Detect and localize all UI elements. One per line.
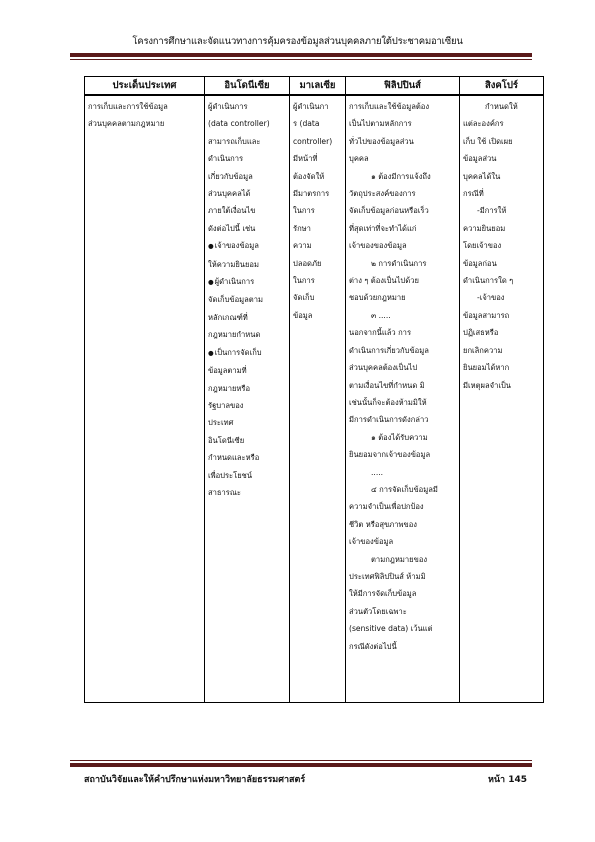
cell-line: ส่วนตัวโดยเฉพาะ (349, 606, 407, 616)
cell-line: ข้อมูลส่วน (463, 154, 497, 164)
cell-line: เจ้าของของข้อมูล (349, 241, 407, 251)
cell-line: โดยเจ้าของ (463, 241, 502, 251)
cell-line: เก็บ ใช้ เปิดเผย (463, 136, 513, 146)
cell-line: การเก็บและการใช้ข้อมูล (88, 102, 168, 111)
cell-line: ๑ ต้องได้รับความ (371, 432, 428, 442)
cell-line: ภายใต้เงื่อนไข (208, 206, 256, 216)
cell-line: ตามกฎหมายของ (371, 554, 428, 564)
header-rule-thick (70, 53, 532, 57)
cell-line: ปลอดภัย (293, 258, 322, 268)
cell-line: กรณีที่ (463, 189, 484, 199)
column-header-singapore: สิงคโปร์ (460, 77, 544, 96)
page-number: หน้า 145 (487, 775, 527, 785)
cell-line: ยกเลิกความ (463, 345, 503, 355)
cell-line: นอกจากนี้แล้ว การ (349, 328, 412, 338)
cell-line: สามารถเก็บและ (208, 136, 261, 146)
cell-line: ปฏิเสธหรือ (463, 328, 499, 338)
cell-line: ๓ ..... (371, 310, 391, 320)
cell-line: สาธารณะ (208, 487, 242, 497)
cell-line: (data controller) (208, 119, 270, 129)
cell-line: วัตถุประสงค์ของการ (349, 189, 416, 199)
cell-line: ส่วนบุคคลต้องเป็นไป (349, 363, 418, 373)
cell-line: รัฐบาลของ (208, 400, 244, 410)
page-header-title: โครงการศึกษาและจัดแนวทางการคุ้มครองข้อมูลส่วนบุคคลภายใต้ประชาคมอาเซียน (132, 36, 463, 47)
table-header-row (85, 77, 544, 96)
column-header-indonesia: อินโดนีเซีย (205, 77, 290, 96)
cell-line: ชอบด้วยกฎหมาย (349, 293, 406, 303)
cell-line: ความ (293, 241, 312, 251)
cell-line: ยินยอมได้หาก (463, 363, 510, 373)
cell-line: กำหนดและหรือ (208, 453, 260, 463)
cell-line: เช่นนั้นก็จะต้องห้ามมิให้ (349, 397, 427, 407)
cell-line: ให้ความยินยอม (208, 259, 259, 269)
cell-line: ทั่วไปของข้อมูลส่วน (349, 136, 414, 146)
cell-line: ต่าง ๆ ต้องเป็นไปด้วย (349, 276, 419, 286)
cell-line: ส่วนบุคคลได้ (208, 189, 251, 199)
cell-line: เกี่ยวกับข้อมูล (208, 171, 253, 181)
cell-line: รักษา (293, 223, 311, 233)
cell-line: บุคคล (349, 154, 369, 164)
cell-line: ที่สุดเท่าที่จะทำได้แก่ (349, 223, 417, 233)
cell-malaysia (290, 95, 346, 703)
cell-line: -เจ้าของ (477, 293, 505, 303)
cell-line: ดังต่อไปนี้ เช่น (208, 223, 256, 233)
cell-line: มีมาตรการ (293, 189, 330, 199)
footer-institution: สถาบันวิจัยและให้คำปรึกษาแห่งมหาวิทยาลัยธรรมศาสตร์ (84, 775, 306, 785)
cell-line: ข้อมูลตามที่ (208, 366, 247, 376)
cell-line: ร (data (293, 119, 320, 129)
cell-line: หลักเกณฑ์ที่ (208, 312, 248, 322)
cell-line: เป็นไปตามหลักการ (349, 119, 412, 129)
cell-line: จัดเก็บข้อมูลตาม (208, 295, 264, 305)
cell-line: บุคคลได้ใน (463, 171, 501, 181)
cell-line: ข้อมูลสามารถ (463, 310, 510, 320)
cell-line: ข้อมูล (293, 310, 313, 320)
cell-line: ดำเนินการ (208, 154, 244, 164)
cell-line: ชีวิต หรือสุขภาพของ (349, 519, 417, 529)
cell-line: ความจำเป็นเพื่อปกป้อง (349, 502, 424, 512)
table-row (85, 95, 544, 703)
cell-line: มีเหตุผลจำเป็น (463, 380, 511, 390)
cell-line: อินโดนีเซีย (208, 435, 245, 445)
cell-philippines (346, 95, 460, 703)
cell-line: ในการ (293, 276, 315, 286)
column-header-issue: ประเด็นประเทศ (85, 77, 205, 96)
footer-rule-thick (70, 763, 532, 767)
footer-rule-thin (70, 760, 532, 761)
cell-line: ดำเนินการเกี่ยวกับข้อมูล (349, 345, 429, 355)
cell-line: ๑ ต้องมีการแจ้งถึง (371, 171, 431, 181)
cell-line: ตามเงื่อนไขที่กำหนด มิ (349, 380, 425, 390)
cell-line: -มีการให้ (477, 206, 507, 216)
column-header-malaysia: มาเลเซีย (290, 77, 346, 96)
cell-line: ความยินยอม (463, 223, 506, 233)
cell-line: ประเทศฟิลิปปินส์ ห้ามมิ (349, 571, 426, 581)
cell-line: แต่ละองค์กร (463, 119, 504, 129)
cell-line: กำหนดให้ (485, 102, 518, 111)
cell-line: มีหน้าที่ (293, 154, 318, 164)
cell-indonesia (205, 95, 290, 703)
cell-line: จัดเก็บข้อมูลก่อนหรือเร็ว (349, 206, 429, 216)
cell-line: ส่วนบุคคลตามกฎหมาย (88, 119, 165, 129)
cell-line: ต้องจัดให้ (293, 171, 325, 181)
cell-line: การเก็บและใช้ข้อมูลต้อง (349, 102, 430, 111)
cell-singapore (460, 95, 544, 703)
cell-line: มีการดำเนินการดังกล่าว (349, 415, 429, 425)
cell-line: จัดเก็บ (293, 293, 315, 303)
cell-issue (85, 95, 205, 703)
cell-line: ให้มีการจัดเก็บข้อมูล (349, 589, 417, 599)
cell-line: ● เป็นการจัดเก็บ (208, 344, 286, 362)
cell-line: controller) (293, 136, 333, 146)
cell-line: กฎหมายกำหนด (208, 330, 261, 340)
cell-line: เพื่อประโยชน์ (208, 470, 253, 480)
cell-line: ๔ การจัดเก็บข้อมูลมี (371, 484, 438, 494)
cell-line: ประเทศ (208, 418, 234, 428)
cell-line: กรณีดังต่อไปนี้ (349, 641, 397, 651)
cell-line: ● เจ้าของข้อมูล (208, 237, 286, 255)
cell-line: ๒ การดำเนินการ (371, 258, 427, 268)
comparison-table (84, 76, 544, 703)
column-header-philippines: ฟิลิปปินส์ (346, 77, 460, 96)
cell-line: ● ผู้ดำเนินการ (208, 273, 286, 291)
cell-line: ดำเนินการใด ๆ (463, 276, 514, 286)
cell-line: ผู้ดำเนินกา (293, 102, 329, 111)
cell-line: ข้อมูลก่อน (463, 258, 497, 268)
cell-line: ..... (371, 467, 384, 477)
header-rule-thin (70, 59, 532, 60)
cell-line: (sensitive data) เว้นแต่ (349, 624, 433, 634)
cell-line: ในการ (293, 206, 315, 216)
cell-line: เจ้าของข้อมูล (349, 537, 394, 547)
cell-line: ผู้ดำเนินการ (208, 102, 248, 111)
cell-line: กฎหมายหรือ (208, 383, 251, 393)
cell-line: ยินยอมจากเจ้าของข้อมูล (349, 450, 431, 460)
